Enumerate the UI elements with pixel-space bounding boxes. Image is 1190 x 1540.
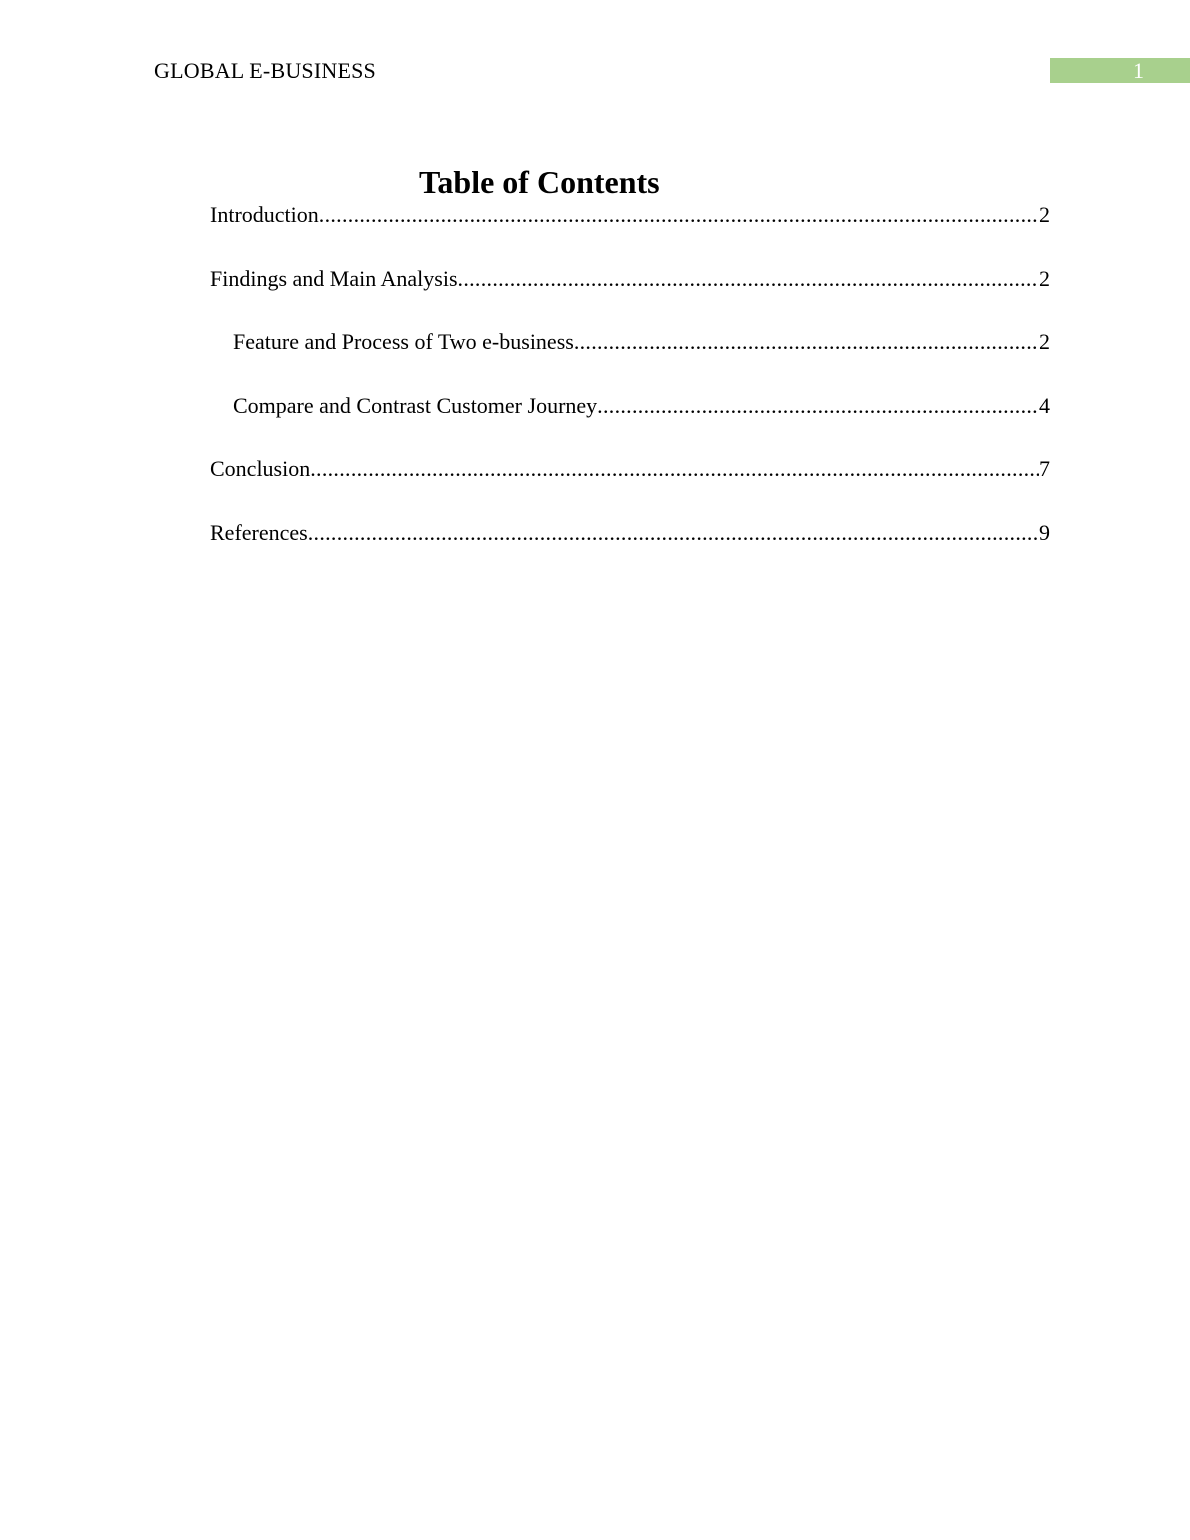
- toc-dot-leader: [319, 200, 1039, 230]
- toc-entry-label: Introduction: [210, 202, 319, 227]
- toc-entry-page: 4: [1039, 392, 1050, 418]
- toc-entry-label: Conclusion: [210, 456, 311, 481]
- toc-list: [210, 200, 1050, 581]
- toc-entry-page: 2: [1039, 329, 1050, 354]
- toc-entry-page: 2: [1039, 265, 1050, 291]
- toc-entry-label: Feature and Process of Two e-business: [233, 329, 574, 354]
- toc-entry-references[interactable]: [210, 518, 1050, 582]
- toc-entry-label: Compare and Contrast Customer Journey: [233, 392, 598, 418]
- toc-entry-introduction[interactable]: [210, 200, 1050, 264]
- toc-entry-page: 2: [1039, 202, 1050, 227]
- toc-dot-leader: [310, 454, 1039, 484]
- page-number-box: [1050, 58, 1190, 83]
- toc-entry-feature-and-process[interactable]: [210, 327, 1050, 391]
- toc-title: Table of Contents: [419, 164, 660, 200]
- toc-entry-page: 7: [1039, 456, 1050, 481]
- toc-dot-leader: [308, 518, 1039, 548]
- toc-dot-leader: [458, 264, 1039, 294]
- toc-dot-leader: [597, 391, 1039, 421]
- toc-entry-label: Findings and Main Analysis: [210, 265, 458, 291]
- toc-dot-leader: [574, 327, 1039, 357]
- toc-entry-label: References: [210, 519, 308, 545]
- toc-entry-page: 9: [1039, 519, 1050, 545]
- page-number: 1: [1133, 58, 1144, 83]
- toc-entry-findings-and-main-analysis[interactable]: [210, 264, 1050, 328]
- toc-entry-conclusion[interactable]: [210, 454, 1050, 518]
- running-head: GLOBAL E-BUSINESS: [154, 58, 376, 83]
- toc-entry-customer-journey[interactable]: [210, 391, 1050, 455]
